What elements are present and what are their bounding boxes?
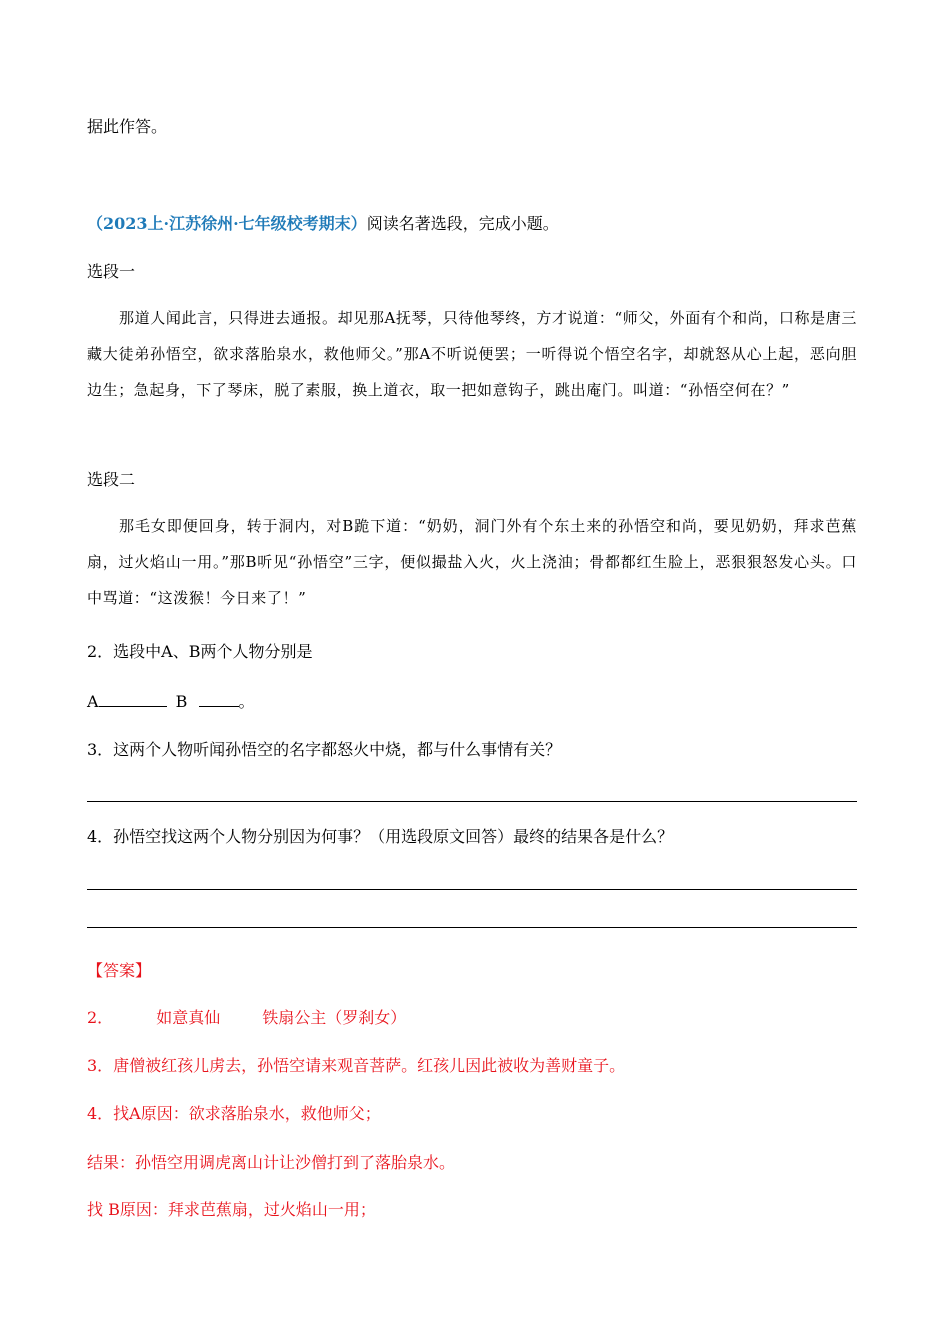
answer-3: 3．唐僧被红孩儿虏去，孙悟空请来观音菩萨。红孩儿因此被收为善财童子。 xyxy=(87,1056,626,1075)
answer-line-q3[interactable] xyxy=(87,801,857,802)
excerpt2-title: 选段二 xyxy=(87,470,136,489)
answer-label: 【答案】 xyxy=(87,961,152,980)
question-3: 3．这两个人物听闻孙悟空的名字都怒火中烧，都与什么事情有关？ xyxy=(87,740,562,759)
answer-line-q4-2[interactable] xyxy=(87,927,857,928)
question-4: 4．孙悟空找这两个人物分别因为何事？（用选段原文回答）最终的结果各是什么？ xyxy=(87,827,674,846)
excerpt1-title: 选段一 xyxy=(87,262,136,281)
blank-b-label: B xyxy=(175,692,188,711)
excerpt1-text: 那道人闻此言，只得进去通报。却见那A抚琴，只待他琴终，方才说道：“师父，外面有个和尚，口称是唐三藏大徒弟孙悟空，欲求落胎泉水，救他师父。”那A不听说便罢；一听得说个悟空名字，却就怒从心上起，恶向胆边生；急起身，下了琴床，脱了素服，换上道衣，取一把如意钩子，跳出庵门。叫道：“孙悟空何在？” xyxy=(87,309,857,399)
answer-2-num: 2． xyxy=(87,1008,114,1027)
answer-4-line1: 4．找A原因：欲求落胎泉水，救他师父； xyxy=(87,1104,381,1123)
answer-2-first: 如意真仙 xyxy=(156,1008,221,1027)
answer-4-line3: 找 B原因：拜求芭蕉扇，过火焰山一用； xyxy=(87,1200,376,1219)
question-instruction: 阅读名著选段，完成小题。 xyxy=(366,214,559,233)
excerpt2-text: 那毛女即便回身，转于洞内，对B跪下道：“奶奶，洞门外有个东土来的孙悟空和尚，要见奶奶，拜求芭蕉扇，过火焰山一用。”那B听见“孙悟空”三字，便似撮盐入火，火上浇油；骨都都红生脸上，恶狠狠怒发心头。口中骂道：“这泼猴！今日来了！” xyxy=(87,517,857,607)
question-2: 2．选段中A、B两个人物分别是 xyxy=(87,642,313,661)
answer-line-q4-1[interactable] xyxy=(87,889,857,890)
question-2-end: 。 xyxy=(238,692,255,711)
answer-2 xyxy=(87,1008,857,1028)
question-source: （2023上·江苏徐州·七年级校考期末） xyxy=(87,214,367,233)
intro-tail: 据此作答。 xyxy=(87,117,168,136)
blank-a[interactable] xyxy=(99,690,167,707)
blank-b[interactable] xyxy=(199,690,239,707)
blank-a-label: A xyxy=(87,692,99,711)
question-header xyxy=(87,214,857,234)
answer-2-second: 铁扇公主（罗刹女） xyxy=(262,1008,407,1027)
question-2-blanks xyxy=(87,690,857,712)
answer-4-line2: 结果：孙悟空用调虎离山计让沙僧打到了落胎泉水。 xyxy=(87,1153,456,1172)
